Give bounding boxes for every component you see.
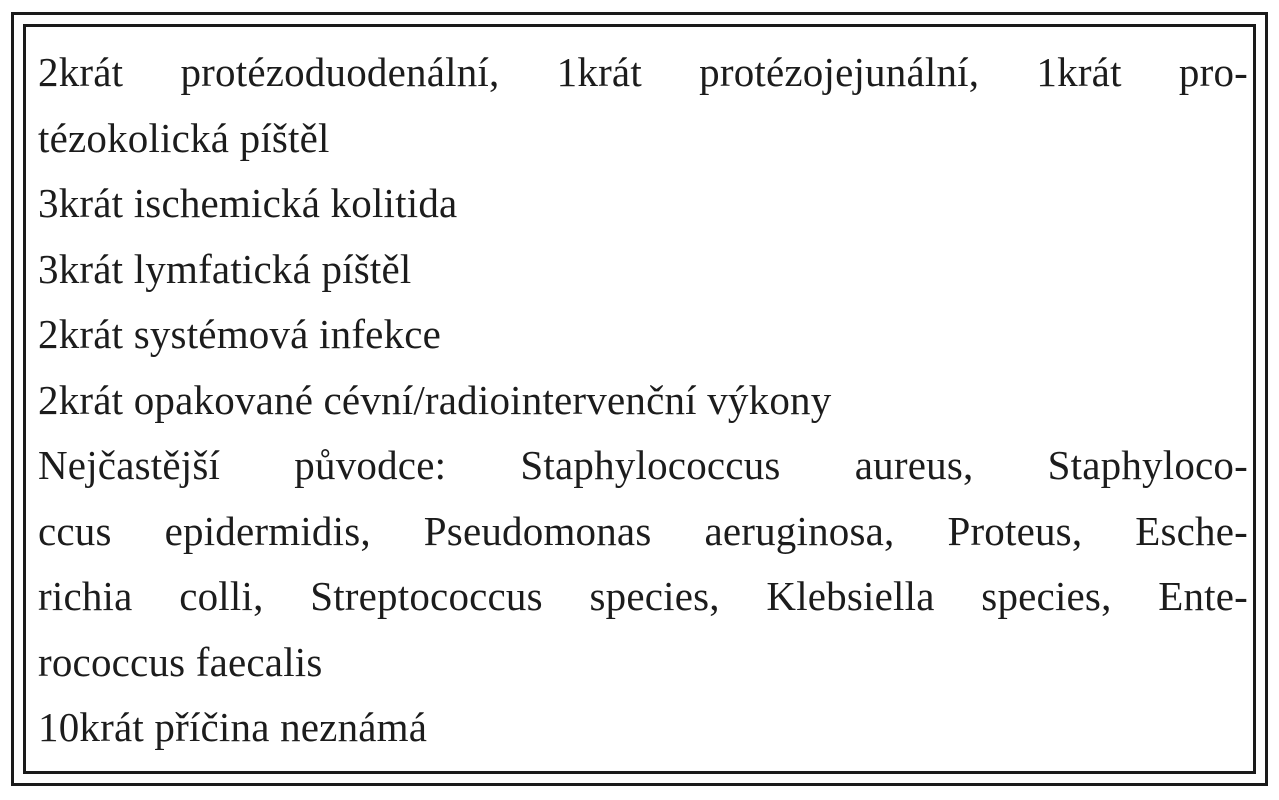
text-line-6: 2krát opakované cévní/radiointervenční výkony <box>38 376 832 423</box>
text-line-5: 2krát systémová infekce <box>38 311 442 357</box>
complications-list <box>38 40 1248 761</box>
text-line-1: 2krát protézoduodenální, 1krát protézojejunální, 1krát pro- <box>38 49 1248 95</box>
text-line-10: rococcus faecalis <box>38 638 323 685</box>
text-line-9: richia colli, Streptococcus species, Klebsiella species, Ente- <box>38 573 1248 619</box>
text-line-11: 10krát příčina neznámá <box>38 704 428 750</box>
text-line-7: Nejčastější původce: Staphylococcus aureus, Staphyloco- <box>38 442 1248 488</box>
text-line-4: 3krát lymfatická píštěl <box>38 245 412 292</box>
text-line-3: 3krát ischemická kolitida <box>38 180 458 226</box>
text-line-2: tézokolická píštěl <box>38 114 330 161</box>
text-line-8: ccus epidermidis, Pseudomonas aeruginosa, Proteus, Esche- <box>38 507 1248 554</box>
